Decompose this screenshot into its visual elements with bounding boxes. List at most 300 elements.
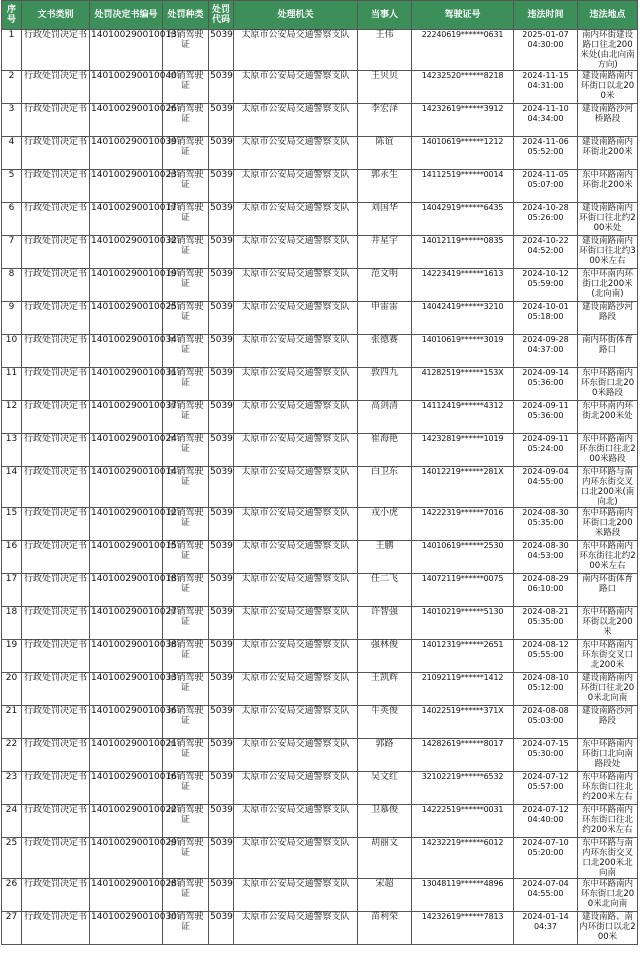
penalty-kind-cell: 吊销驾驶证 (163, 805, 209, 838)
violation-date: 2024-09-04 (522, 467, 569, 476)
decision-no-cell: 140100290010037 (90, 401, 163, 434)
doc-type-cell: 行政处罚决定书 (22, 30, 90, 71)
penalty-kind-cell: 吊销驾驶证 (163, 434, 209, 467)
authority-cell: 太原市公安局交通警察支队 (234, 772, 358, 805)
penalty-kind-cell: 吊销驾驶证 (163, 772, 209, 805)
license-no-cell: 14042919******6435 (412, 203, 514, 236)
penalty-kind-cell: 吊销驾驶证 (163, 706, 209, 739)
penalty-code-cell: 5039 (209, 673, 234, 706)
doc-type-cell: 行政处罚决定书 (22, 401, 90, 434)
penalty-kind-cell: 吊销驾驶证 (163, 335, 209, 368)
penalty-code-cell: 5039 (209, 706, 234, 739)
doc-type-cell: 行政处罚决定书 (22, 706, 90, 739)
penalty-code-cell: 5039 (209, 104, 234, 137)
party-cell: 戎小虎 (358, 508, 412, 541)
authority-cell: 太原市公安局交通警察支队 (234, 673, 358, 706)
violation-clock: 04:31:00 (527, 81, 564, 90)
table-row (2, 137, 638, 170)
party-cell: 郭永生 (358, 170, 412, 203)
authority-cell: 太原市公安局交通警察支队 (234, 607, 358, 640)
violation-date: 2024-11-15 (522, 71, 569, 80)
table-row (2, 607, 638, 640)
header-seq: 序号 (2, 1, 22, 30)
decision-no-cell: 140100290010028 (90, 879, 163, 912)
time-cell (514, 236, 578, 269)
time-cell (514, 673, 578, 706)
decision-no-cell: 140100290010012 (90, 508, 163, 541)
violation-clock: 04:37:00 (527, 345, 564, 354)
time-cell (514, 508, 578, 541)
place-cell: 南内环街体育路口 (578, 335, 638, 368)
doc-type-cell: 行政处罚决定书 (22, 607, 90, 640)
decision-no-cell: 140100290010025 (90, 302, 163, 335)
party-cell: 吴文红 (358, 772, 412, 805)
party-cell: 牛英俊 (358, 706, 412, 739)
place-cell: 建设南路南内环街口以北200米 (578, 71, 638, 104)
violation-clock: 05:18:00 (527, 312, 564, 321)
seq-cell: 3 (2, 104, 22, 137)
violation-date: 2024-07-04 (522, 879, 569, 888)
doc-type-cell: 行政处罚决定书 (22, 335, 90, 368)
violation-clock: 05:52:00 (527, 147, 564, 156)
doc-type-cell: 行政处罚决定书 (22, 838, 90, 879)
penalty-code-cell: 5039 (209, 467, 234, 508)
party-cell: 强林俊 (358, 640, 412, 673)
seq-cell: 2 (2, 71, 22, 104)
doc-type-cell: 行政处罚决定书 (22, 805, 90, 838)
license-no-cell: 22240619******0631 (412, 30, 514, 71)
seq-cell: 10 (2, 335, 22, 368)
table-body (2, 30, 638, 945)
doc-type-cell: 行政处罚决定书 (22, 104, 90, 137)
penalty-kind-cell: 吊销驾驶证 (163, 541, 209, 574)
doc-type-cell: 行政处罚决定书 (22, 541, 90, 574)
license-no-cell: 13048119******4896 (412, 879, 514, 912)
doc-type-cell: 行政处罚决定书 (22, 739, 90, 772)
table-row (2, 673, 638, 706)
place-cell: 建设南路南内环街口往北约300米左右 (578, 236, 638, 269)
decision-no-cell: 140100290010013 (90, 30, 163, 71)
place-cell: 建设南路南内环街北200米 (578, 137, 638, 170)
time-cell (514, 104, 578, 137)
seq-cell: 18 (2, 607, 22, 640)
place-cell: 东中环路南内环东街口北200米北向南 (578, 879, 638, 912)
party-cell: 申雷雷 (358, 302, 412, 335)
doc-type-cell: 行政处罚决定书 (22, 467, 90, 508)
decision-no-cell: 140100290010022 (90, 805, 163, 838)
header-penalty-code: 处罚代码 (209, 1, 234, 30)
penalty-kind-cell: 吊销驾驶证 (163, 137, 209, 170)
seq-cell: 11 (2, 368, 22, 401)
license-no-cell: 41282519******153X (412, 368, 514, 401)
seq-cell: 8 (2, 269, 22, 302)
penalty-kind-cell: 吊销驾驶证 (163, 739, 209, 772)
place-cell: 东中环路南内环东街口往北约200米左右 (578, 805, 638, 838)
penalty-code-cell: 5039 (209, 640, 234, 673)
violation-clock: 04:53:00 (527, 551, 564, 560)
time-cell (514, 879, 578, 912)
authority-cell: 太原市公安局交通警察支队 (234, 434, 358, 467)
time-cell (514, 269, 578, 302)
penalty-code-cell: 5039 (209, 805, 234, 838)
license-no-cell: 14010619******3019 (412, 335, 514, 368)
place-cell: 建设南路沙河桥路段 (578, 104, 638, 137)
place-cell: 东中环路南内环东街往北约200米左右 (578, 541, 638, 574)
decision-no-cell: 140100290010016 (90, 772, 163, 805)
decision-no-cell: 140100290010018 (90, 574, 163, 607)
place-cell: 东中环路南内环东街口往北200米路段 (578, 434, 638, 467)
decision-no-cell: 140100290010014 (90, 467, 163, 508)
license-no-cell: 14012119******0835 (412, 236, 514, 269)
table-row (2, 335, 638, 368)
penalty-kind-cell: 吊销驾驶证 (163, 368, 209, 401)
penalty-kind-cell: 吊销驾驶证 (163, 607, 209, 640)
license-no-cell: 32102219******6532 (412, 772, 514, 805)
penalty-code-cell: 5039 (209, 401, 234, 434)
seq-cell: 19 (2, 640, 22, 673)
doc-type-cell: 行政处罚决定书 (22, 912, 90, 945)
violation-date: 2024-07-15 (522, 739, 569, 748)
violation-clock: 05:55:00 (527, 650, 564, 659)
violation-date: 2024-07-10 (522, 838, 569, 847)
violation-date: 2024-10-28 (522, 203, 569, 212)
seq-cell: 17 (2, 574, 22, 607)
party-cell: 宋超 (358, 879, 412, 912)
violation-date: 2024-11-06 (522, 137, 569, 146)
violation-date: 2024-09-11 (522, 434, 569, 443)
penalty-kind-cell: 吊销驾驶证 (163, 838, 209, 879)
table-row (2, 574, 638, 607)
decision-no-cell: 140100290010036 (90, 706, 163, 739)
doc-type-cell: 行政处罚决定书 (22, 879, 90, 912)
license-no-cell: 14022519******371X (412, 706, 514, 739)
penalty-kind-cell: 吊销驾驶证 (163, 30, 209, 71)
authority-cell: 太原市公安局交通警察支队 (234, 467, 358, 508)
time-cell (514, 203, 578, 236)
violation-date: 2024-07-12 (522, 805, 569, 814)
decision-no-cell: 140100290010033 (90, 673, 163, 706)
license-no-cell: 14012319******2651 (412, 640, 514, 673)
party-cell: 任二飞 (358, 574, 412, 607)
doc-type-cell: 行政处罚决定书 (22, 302, 90, 335)
violation-clock: 05:36:00 (527, 378, 564, 387)
license-no-cell: 14232520******8218 (412, 71, 514, 104)
penalty-code-cell: 5039 (209, 434, 234, 467)
license-no-cell: 21092119******1412 (412, 673, 514, 706)
license-no-cell: 14042419******3210 (412, 302, 514, 335)
authority-cell: 太原市公安局交通警察支队 (234, 805, 358, 838)
header-decision-no: 处罚决定书编号 (90, 1, 163, 30)
place-cell: 东中环南内环街口北200米(北向南) (578, 269, 638, 302)
authority-cell: 太原市公安局交通警察支队 (234, 104, 358, 137)
authority-cell: 太原市公安局交通警察支队 (234, 706, 358, 739)
decision-no-cell: 140100290010024 (90, 434, 163, 467)
seq-cell: 5 (2, 170, 22, 203)
doc-type-cell: 行政处罚决定书 (22, 574, 90, 607)
penalty-code-cell: 5039 (209, 203, 234, 236)
authority-cell: 太原市公安局交通警察支队 (234, 912, 358, 945)
authority-cell: 太原市公安局交通警察支队 (234, 541, 358, 574)
time-cell (514, 805, 578, 838)
authority-cell: 太原市公安局交通警察支队 (234, 137, 358, 170)
seq-cell: 22 (2, 739, 22, 772)
authority-cell: 太原市公安局交通警察支队 (234, 269, 358, 302)
decision-no-cell: 140100290010040 (90, 71, 163, 104)
time-cell (514, 912, 578, 945)
decision-no-cell: 140100290010021 (90, 739, 163, 772)
party-cell: 王贝贝 (358, 71, 412, 104)
doc-type-cell: 行政处罚决定书 (22, 673, 90, 706)
penalty-code-cell: 5039 (209, 236, 234, 269)
doc-type-cell: 行政处罚决定书 (22, 434, 90, 467)
table-row (2, 912, 638, 945)
party-cell: 陈谊 (358, 137, 412, 170)
table-row (2, 368, 638, 401)
table-row (2, 71, 638, 104)
table-row (2, 640, 638, 673)
authority-cell: 太原市公安局交通警察支队 (234, 170, 358, 203)
authority-cell: 太原市公安局交通警察支队 (234, 302, 358, 335)
time-cell (514, 607, 578, 640)
violation-date: 2024-08-29 (522, 574, 569, 583)
table-row (2, 104, 638, 137)
decision-no-cell: 140100290010017 (90, 203, 163, 236)
license-no-cell: 14282619******8017 (412, 739, 514, 772)
header-license-no: 驾驶证号 (412, 1, 514, 30)
authority-cell: 太原市公安局交通警察支队 (234, 574, 358, 607)
decision-no-cell: 140100290010026 (90, 104, 163, 137)
penalty-kind-cell: 吊销驾驶证 (163, 203, 209, 236)
violation-clock: 05:59:00 (527, 279, 564, 288)
violation-clock: 05:36:00 (527, 411, 564, 420)
authority-cell: 太原市公安局交通警察支队 (234, 71, 358, 104)
violation-clock: 06:10:00 (527, 584, 564, 593)
violation-clock: 05:24:00 (527, 444, 564, 453)
violation-clock: 05:07:00 (527, 180, 564, 189)
table-row (2, 203, 638, 236)
license-no-cell: 14232619******7813 (412, 912, 514, 945)
violation-date: 2024-09-14 (522, 368, 569, 377)
penalty-code-cell: 5039 (209, 269, 234, 302)
time-cell (514, 574, 578, 607)
penalty-kind-cell: 吊销驾驶证 (163, 574, 209, 607)
party-cell: 苗利荣 (358, 912, 412, 945)
license-no-cell: 14223419******1613 (412, 269, 514, 302)
seq-cell: 1 (2, 30, 22, 71)
decision-no-cell: 140100290010015 (90, 541, 163, 574)
time-cell (514, 467, 578, 508)
doc-type-cell: 行政处罚决定书 (22, 269, 90, 302)
header-row (2, 1, 638, 30)
time-cell (514, 838, 578, 879)
party-cell: 许智强 (358, 607, 412, 640)
violation-clock: 04:40:00 (527, 815, 564, 824)
time-cell (514, 368, 578, 401)
violation-clock: 04:34:00 (527, 114, 564, 123)
penalty-code-cell: 5039 (209, 739, 234, 772)
header-time: 违法时间 (514, 1, 578, 30)
decision-no-cell: 140100290010023 (90, 170, 163, 203)
license-no-cell: 14010619******1212 (412, 137, 514, 170)
penalty-kind-cell: 吊销驾驶证 (163, 269, 209, 302)
authority-cell: 太原市公安局交通警察支队 (234, 203, 358, 236)
party-cell: 高剑清 (358, 401, 412, 434)
place-cell: 建设南路南内环街口往北200米北向南 (578, 673, 638, 706)
seq-cell: 25 (2, 838, 22, 879)
violation-date: 2024-08-08 (522, 706, 569, 715)
time-cell (514, 137, 578, 170)
time-cell (514, 434, 578, 467)
violation-date: 2024-11-10 (522, 104, 569, 113)
penalty-kind-cell: 吊销驾驶证 (163, 236, 209, 269)
time-cell (514, 335, 578, 368)
party-cell: 范文明 (358, 269, 412, 302)
decision-no-cell: 140100290010034 (90, 335, 163, 368)
violation-date: 2025-01-07 (522, 30, 569, 39)
seq-cell: 16 (2, 541, 22, 574)
penalty-code-cell: 5039 (209, 170, 234, 203)
penalty-table (1, 0, 638, 945)
doc-type-cell: 行政处罚决定书 (22, 236, 90, 269)
table-row (2, 302, 638, 335)
place-cell: 南内环街体育路口 (578, 574, 638, 607)
authority-cell: 太原市公安局交通警察支队 (234, 838, 358, 879)
violation-clock: 05:35:00 (527, 617, 564, 626)
violation-date: 2024-10-22 (522, 236, 569, 245)
header-penalty-kind: 处罚种类 (163, 1, 209, 30)
party-cell: 李宏泽 (358, 104, 412, 137)
header-party: 当事人 (358, 1, 412, 30)
penalty-code-cell: 5039 (209, 912, 234, 945)
penalty-code-cell: 5039 (209, 335, 234, 368)
penalty-code-cell: 5039 (209, 137, 234, 170)
authority-cell: 太原市公安局交通警察支队 (234, 640, 358, 673)
table-row (2, 879, 638, 912)
authority-cell: 太原市公安局交通警察支队 (234, 739, 358, 772)
violation-clock: 04:30:00 (527, 40, 564, 49)
header-doc-type: 文书类别 (22, 1, 90, 30)
doc-type-cell: 行政处罚决定书 (22, 772, 90, 805)
penalty-code-cell: 5039 (209, 838, 234, 879)
doc-type-cell: 行政处罚决定书 (22, 170, 90, 203)
place-cell: 建设南路南内环街口往北约200米处 (578, 203, 638, 236)
table-row (2, 401, 638, 434)
table-row (2, 838, 638, 879)
table-row (2, 739, 638, 772)
license-no-cell: 14222519******0031 (412, 805, 514, 838)
table-row (2, 170, 638, 203)
license-no-cell: 14012219******281X (412, 467, 514, 508)
authority-cell: 太原市公安局交通警察支队 (234, 879, 358, 912)
table-row (2, 772, 638, 805)
seq-cell: 14 (2, 467, 22, 508)
seq-cell: 13 (2, 434, 22, 467)
party-cell: 井星宇 (358, 236, 412, 269)
penalty-code-cell: 5039 (209, 772, 234, 805)
place-cell: 建设南路沙河路段 (578, 302, 638, 335)
header-place: 违法地点 (578, 1, 638, 30)
violation-date: 2024-08-21 (522, 607, 569, 616)
violation-clock: 05:30:00 (527, 749, 564, 758)
seq-cell: 26 (2, 879, 22, 912)
place-cell: 南内环街建设路口往北200米处(由北向南方向) (578, 30, 638, 71)
table-row (2, 541, 638, 574)
decision-no-cell: 140100290010038 (90, 640, 163, 673)
doc-type-cell: 行政处罚决定书 (22, 640, 90, 673)
authority-cell: 太原市公安局交通警察支队 (234, 401, 358, 434)
time-cell (514, 302, 578, 335)
violation-date: 2024-10-01 (522, 302, 569, 311)
table-row (2, 467, 638, 508)
violation-clock: 04:55:00 (527, 889, 564, 898)
violation-date: 2024-07-12 (522, 772, 569, 781)
doc-type-cell: 行政处罚决定书 (22, 137, 90, 170)
penalty-code-cell: 5039 (209, 607, 234, 640)
seq-cell: 7 (2, 236, 22, 269)
penalty-kind-cell: 吊销驾驶证 (163, 879, 209, 912)
penalty-kind-cell: 吊销驾驶证 (163, 640, 209, 673)
violation-date: 2024-11-05 (522, 170, 569, 179)
seq-cell: 23 (2, 772, 22, 805)
time-cell (514, 640, 578, 673)
decision-no-cell: 140100290010027 (90, 607, 163, 640)
violation-date: 2024-09-28 (522, 335, 569, 344)
time-cell (514, 71, 578, 104)
doc-type-cell: 行政处罚决定书 (22, 203, 90, 236)
penalty-kind-cell: 吊销驾驶证 (163, 673, 209, 706)
penalty-kind-cell: 吊销驾驶证 (163, 912, 209, 945)
violation-date: 2024-09-11 (522, 401, 569, 410)
license-no-cell: 14112519******0014 (412, 170, 514, 203)
seq-cell: 15 (2, 508, 22, 541)
place-cell: 东中环路南内环街口北向南路段处 (578, 739, 638, 772)
authority-cell: 太原市公安局交通警察支队 (234, 30, 358, 71)
decision-no-cell: 140100290010031 (90, 368, 163, 401)
license-no-cell: 14222319******7016 (412, 508, 514, 541)
table-row (2, 269, 638, 302)
time-cell (514, 401, 578, 434)
decision-no-cell: 140100290010030 (90, 912, 163, 945)
penalty-code-cell: 5039 (209, 879, 234, 912)
party-cell: 郭路 (358, 739, 412, 772)
penalty-code-cell: 5039 (209, 541, 234, 574)
violation-clock: 05:26:00 (527, 213, 564, 222)
license-no-cell: 14232219******6012 (412, 838, 514, 879)
seq-cell: 21 (2, 706, 22, 739)
time-cell (514, 739, 578, 772)
party-cell: 白卫东 (358, 467, 412, 508)
table-row (2, 508, 638, 541)
penalty-code-cell: 5039 (209, 302, 234, 335)
violation-date: 2024-08-10 (522, 673, 569, 682)
authority-cell: 太原市公安局交通警察支队 (234, 508, 358, 541)
seq-cell: 6 (2, 203, 22, 236)
table-row (2, 805, 638, 838)
penalty-code-cell: 5039 (209, 508, 234, 541)
doc-type-cell: 行政处罚决定书 (22, 508, 90, 541)
place-cell: 东中环路与南内环东街交叉口北200米(南向北) (578, 467, 638, 508)
violation-clock: 05:20:00 (527, 848, 564, 857)
penalty-code-cell: 5039 (209, 71, 234, 104)
violation-clock: 04:37 (533, 922, 558, 931)
seq-cell: 24 (2, 805, 22, 838)
violation-clock: 05:03:00 (527, 716, 564, 725)
time-cell (514, 30, 578, 71)
table-row (2, 434, 638, 467)
seq-cell: 20 (2, 673, 22, 706)
party-cell: 胡丽文 (358, 838, 412, 879)
place-cell: 东中环路南内环东街交叉口北200米 (578, 640, 638, 673)
